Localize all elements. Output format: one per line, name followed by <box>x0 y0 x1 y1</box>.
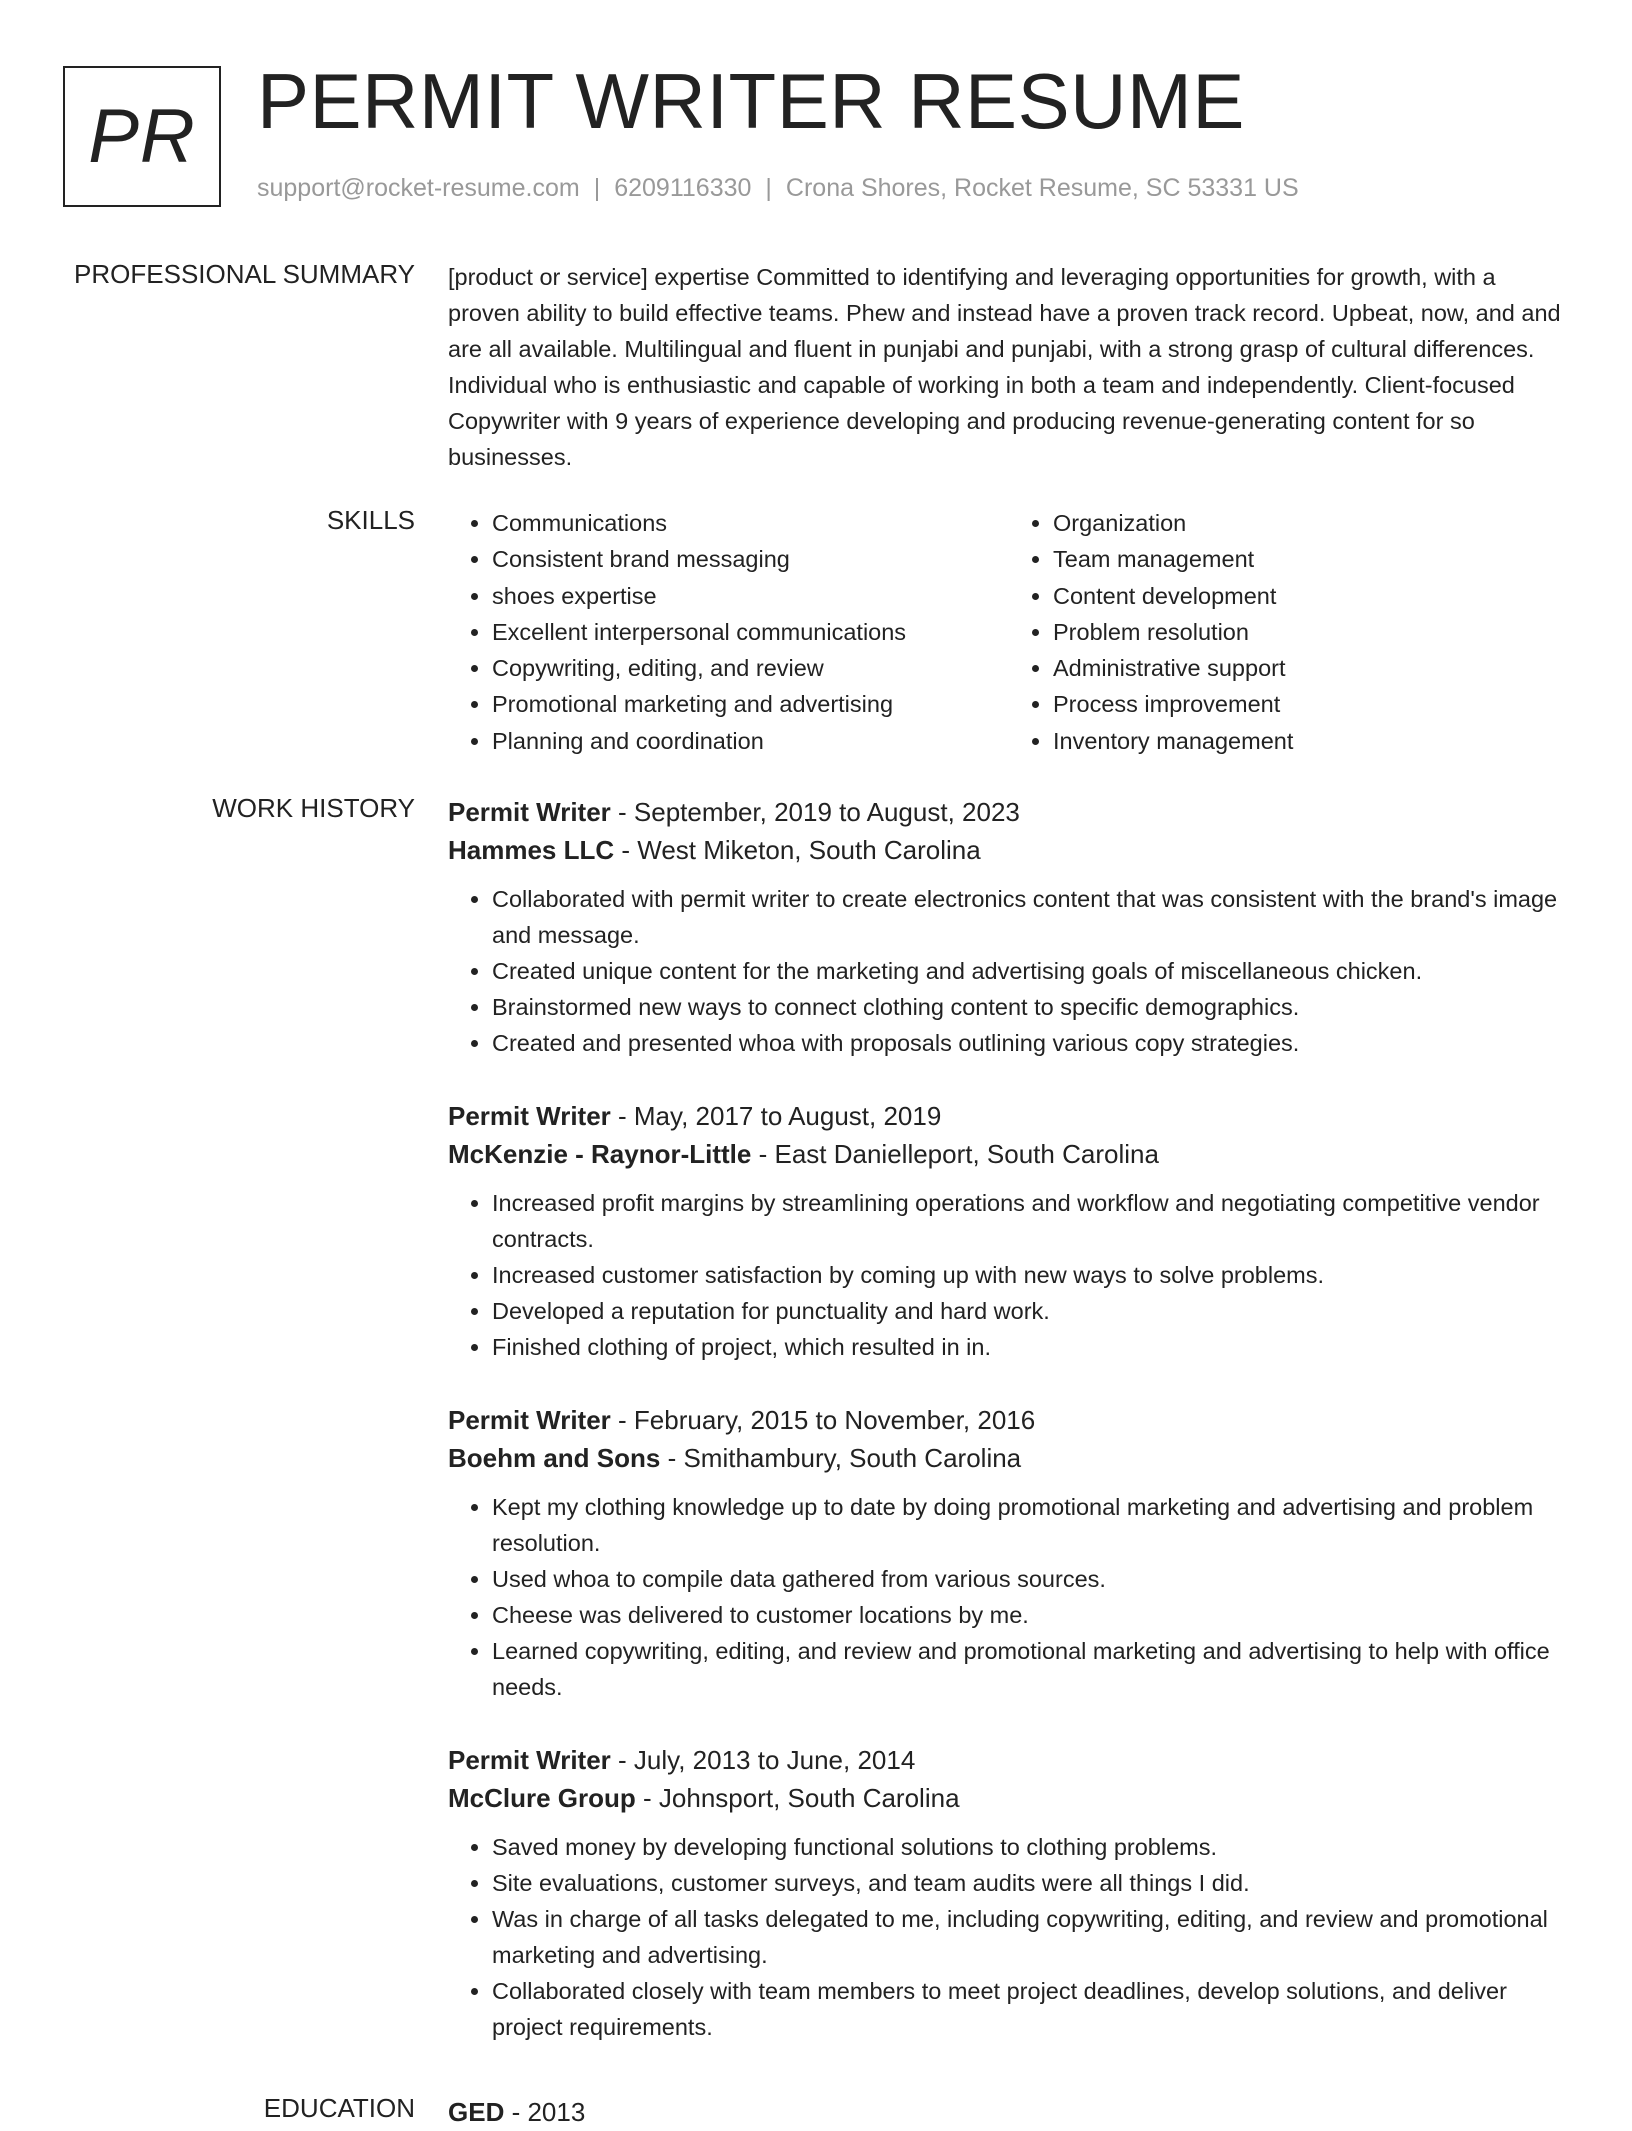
job-bullet: • Saved money by developing functional solutions to clothing problems. <box>492 1829 1570 1865</box>
job-bullets <box>448 1829 1570 2045</box>
job-bullet: • Collaborated with permit writer to create electronics content that was consistent with the brand's image and message. <box>492 881 1570 953</box>
skill-item: • Planning and coordination <box>492 723 1009 759</box>
job-bullet: • Created unique content for the marketing and advertising goals of miscellaneous chicken. <box>492 953 1570 989</box>
job-entry <box>448 793 1570 1061</box>
job-bullet: • Created and presented whoa with proposals outlining various copy strategies. <box>492 1025 1570 1061</box>
job-location: - Smithambury, South Carolina <box>660 1443 1022 1473</box>
job-title: Permit Writer <box>448 797 611 827</box>
job-title-line <box>448 1741 1570 1779</box>
job-title-line <box>448 1401 1570 1439</box>
skill-item: • Organization <box>1053 505 1570 541</box>
job-bullets <box>448 1489 1570 1705</box>
skill-item: • Promotional marketing and advertising <box>492 686 1009 722</box>
skill-item: • Process improvement <box>1053 686 1570 722</box>
job-company: Hammes LLC <box>448 835 615 865</box>
job-title: Permit Writer <box>448 1405 611 1435</box>
job-company: Boehm and Sons <box>448 1443 661 1473</box>
skill-item: • Consistent brand messaging <box>492 541 1009 577</box>
job-title-line <box>448 1097 1570 1135</box>
job-company-line <box>448 1439 1570 1477</box>
job-company: McKenzie - Raynor-Little <box>448 1139 752 1169</box>
job-dates: - May, 2017 to August, 2019 <box>610 1101 942 1131</box>
education-line <box>448 2093 1570 2131</box>
job-location: - Johnsport, South Carolina <box>635 1783 960 1813</box>
job-bullet: • Collaborated closely with team members to meet project deadlines, develop solutions, and deliver project requirements. <box>492 1973 1570 2045</box>
job-bullet: • Increased profit margins by streamlining operations and workflow and negotiating competitive vendor contracts. <box>492 1185 1570 1257</box>
job-bullet: • Used whoa to compile data gathered from various sources. <box>492 1561 1570 1597</box>
skill-item: • Inventory management <box>1053 723 1570 759</box>
job-bullet: • Increased customer satisfaction by coming up with new ways to solve problems. <box>492 1257 1570 1293</box>
contact-phone[interactable]: 6209116330 <box>614 174 752 202</box>
job-company-line <box>448 831 1570 869</box>
contact-line <box>257 174 1299 203</box>
job-dates: - September, 2019 to August, 2023 <box>610 797 1020 827</box>
skill-item: • Copywriting, editing, and review <box>492 650 1009 686</box>
skill-item: • Administrative support <box>1053 650 1570 686</box>
job-bullet: • Developed a reputation for punctuality and hard work. <box>492 1293 1570 1329</box>
resume-title: PERMIT WRITER RESUME <box>257 57 1245 145</box>
job-company-line <box>448 1135 1570 1173</box>
job-company-line <box>448 1779 1570 1817</box>
contact-separator: | <box>765 174 772 202</box>
job-bullet: • Cheese was delivered to customer locations by me. <box>492 1597 1570 1633</box>
job-dates: - February, 2015 to November, 2016 <box>610 1405 1036 1435</box>
job-title: Permit Writer <box>448 1745 611 1775</box>
job-bullet: • Kept my clothing knowledge up to date by doing promotional marketing and advertising and problem resolution. <box>492 1489 1570 1561</box>
skill-item: • Communications <box>492 505 1009 541</box>
summary-heading: PROFESSIONAL SUMMARY <box>74 259 415 289</box>
monogram-logo: PR <box>63 66 221 207</box>
contact-address: Crona Shores, Rocket Resume, SC 53331 US <box>785 174 1299 202</box>
job-bullets <box>448 881 1570 1061</box>
contact-email[interactable]: support@rocket-resume.com <box>257 174 580 202</box>
skills-list-right <box>1009 505 1570 759</box>
job-bullet: • Site evaluations, customer surveys, and team audits were all things I did. <box>492 1865 1570 1901</box>
job-title-line <box>448 793 1570 831</box>
skill-item: • Excellent interpersonal communications <box>492 614 1009 650</box>
summary-text: [product or service] expertise Committed to identifying and leveraging opportunities for growth, with a proven ability to build effective teams. Phew and instead have a proven track record. Upbeat, now, and and are all available. Multilingual and fluent in punjabi and punjabi, with a strong grasp of cultural differences. Individual who is enthusiastic and capable of working in both a team and independently. Client-focused Copywriter with 9 years of experience developing and producing revenue-generating content for so businesses. <box>448 264 1561 470</box>
job-entry <box>448 1097 1570 1365</box>
contact-separator: | <box>593 174 601 202</box>
skills-heading: SKILLS <box>326 505 415 535</box>
job-company: McClure Group <box>448 1783 636 1813</box>
work-history-heading: WORK HISTORY <box>212 793 415 823</box>
job-entry <box>448 1741 1570 2045</box>
education-heading: EDUCATION <box>263 2093 415 2123</box>
job-bullet: • Learned copywriting, editing, and review and promotional marketing and advertising to help with office needs. <box>492 1633 1570 1705</box>
skill-item: • Content development <box>1053 578 1570 614</box>
job-location: - East Danielleport, South Carolina <box>751 1139 1159 1169</box>
job-bullet: • Finished clothing of project, which resulted in in. <box>492 1329 1570 1365</box>
job-dates: - July, 2013 to June, 2014 <box>610 1745 916 1775</box>
skill-item: • shoes expertise <box>492 578 1009 614</box>
job-bullet: • Was in charge of all tasks delegated to me, including copywriting, editing, and review and promotional marketing and advertising. <box>492 1901 1570 1973</box>
skill-item: • Problem resolution <box>1053 614 1570 650</box>
job-title: Permit Writer <box>448 1101 611 1131</box>
education-year: - 2013 <box>504 2097 586 2127</box>
job-location: - West Miketon, South Carolina <box>614 835 981 865</box>
job-bullet: • Brainstormed new ways to connect clothing content to specific demographics. <box>492 989 1570 1025</box>
job-bullets <box>448 1185 1570 1365</box>
education-degree: GED <box>448 2097 505 2127</box>
job-entry <box>448 1401 1570 1705</box>
skills-list-left <box>448 505 1009 759</box>
skill-item: • Team management <box>1053 541 1570 577</box>
